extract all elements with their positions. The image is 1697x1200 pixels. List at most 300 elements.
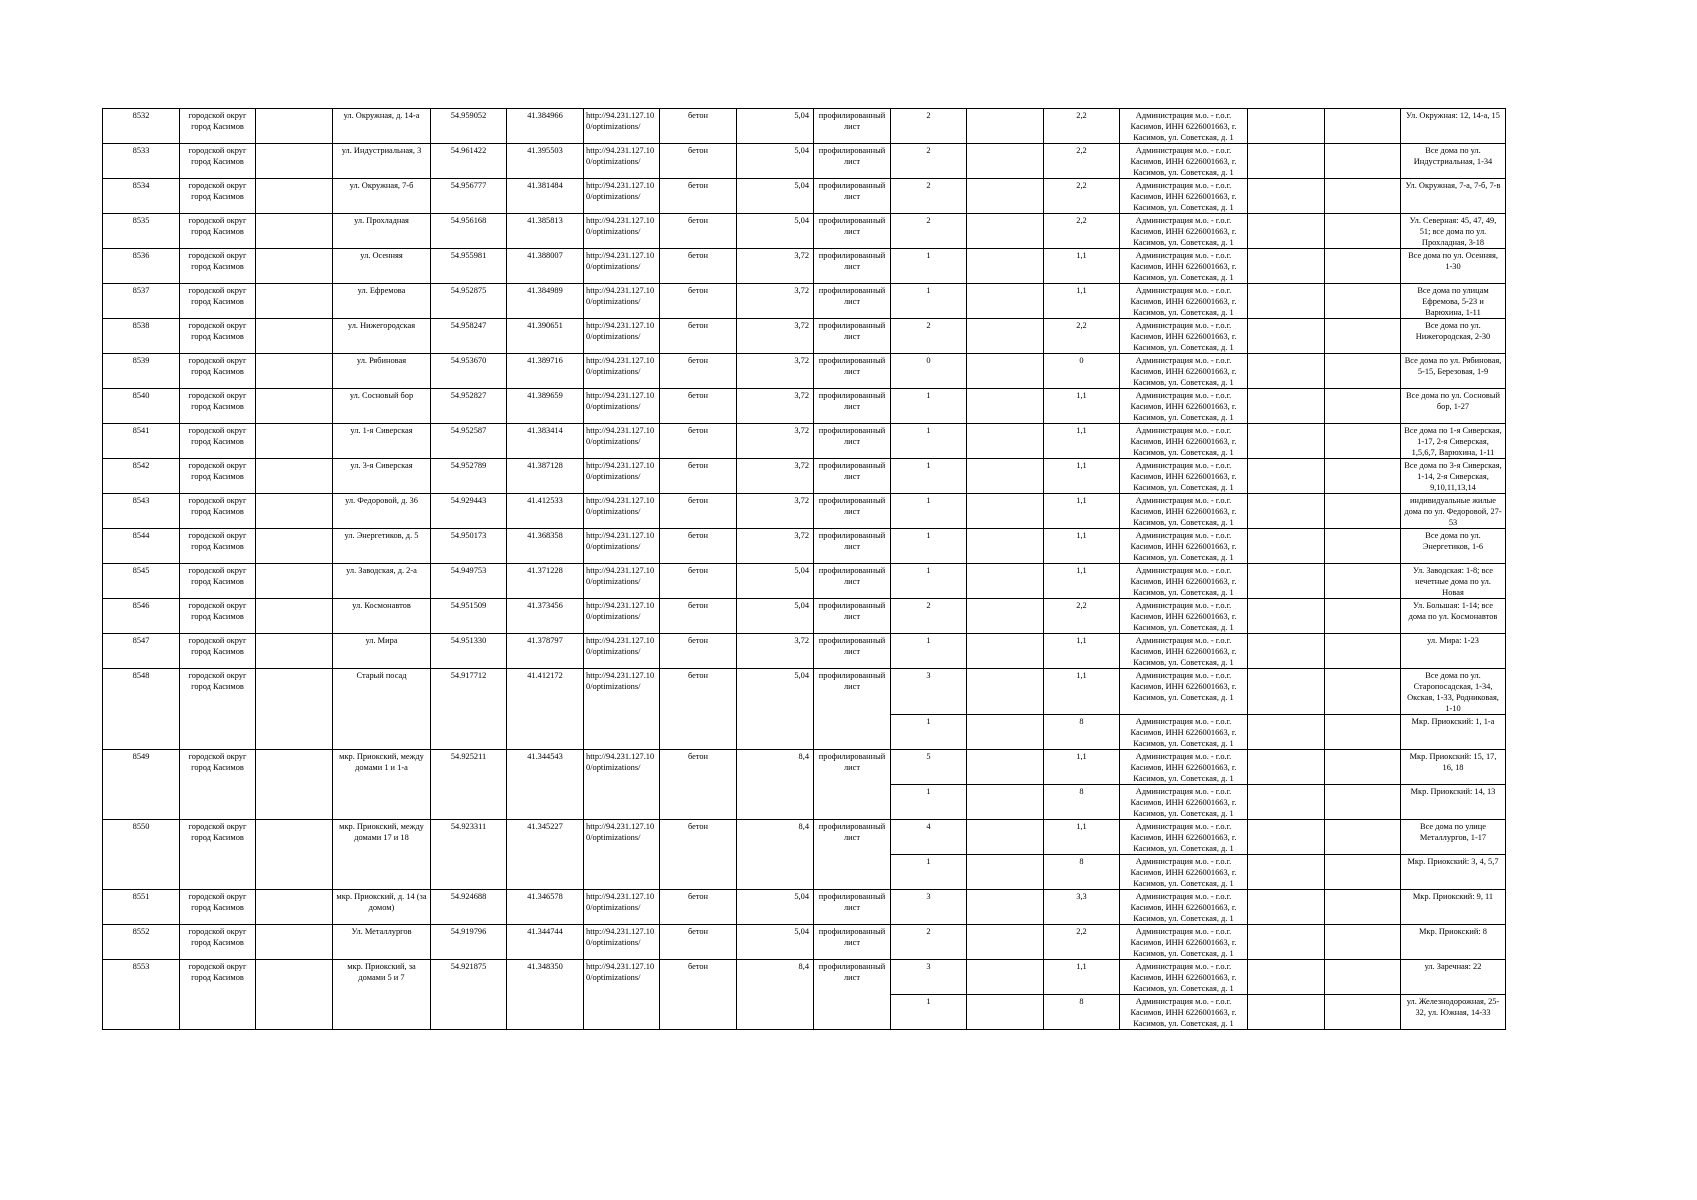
cell-blank — [256, 564, 333, 599]
cell-owner: Администрация м.о. - г.о.г. Касимов, ИНН 6226001663, г. Касимов, ул. Советская, д. 1 — [1120, 354, 1248, 389]
cell-container-count: 1 — [891, 855, 967, 890]
cell-area: 5,04 — [737, 179, 814, 214]
cell-blank — [1248, 494, 1325, 529]
cell-blank — [1248, 715, 1325, 750]
cell-district: городской округ город Касимов — [180, 890, 256, 925]
cell-blank — [967, 750, 1044, 785]
cell-longitude: 41.389716 — [507, 354, 584, 389]
cell-sources: Все дома по ул. Рябиновая, 5-15, Березовая, 1-9 — [1401, 354, 1506, 389]
cell-blank — [1325, 750, 1401, 785]
cell-container-volume: 1,1 — [1044, 750, 1120, 785]
cell-address: ул. 3-я Сиверская — [333, 459, 431, 494]
cell-blank — [1325, 109, 1401, 144]
cell-blank — [967, 459, 1044, 494]
cell-area: 5,04 — [737, 144, 814, 179]
cell-longitude: 41.388007 — [507, 249, 584, 284]
cell-blank — [967, 319, 1044, 354]
cell-container-volume: 1,1 — [1044, 284, 1120, 319]
cell-blank — [1248, 855, 1325, 890]
cell-longitude: 41.383414 — [507, 424, 584, 459]
table-row — [103, 564, 1506, 599]
cell-url: http://94.231.127.100/optimizations/ — [584, 319, 660, 354]
cell-url: http://94.231.127.100/optimizations/ — [584, 599, 660, 634]
cell-number: 8539 — [103, 354, 180, 389]
cell-blank — [1325, 715, 1401, 750]
cell-latitude: 54.952875 — [431, 284, 507, 319]
cell-blank — [256, 179, 333, 214]
cell-container-count: 2 — [891, 214, 967, 249]
cell-blank — [1248, 995, 1325, 1030]
cell-blank — [1325, 634, 1401, 669]
cell-container-volume: 1,1 — [1044, 820, 1120, 855]
table-row — [103, 389, 1506, 424]
cell-container-count: 1 — [891, 995, 967, 1030]
cell-blank — [967, 389, 1044, 424]
cell-surface: бетон — [660, 890, 737, 925]
cell-container-volume: 2,2 — [1044, 599, 1120, 634]
cell-container-volume: 3,3 — [1044, 890, 1120, 925]
cell-surface: бетон — [660, 144, 737, 179]
cell-blank — [967, 179, 1044, 214]
cell-district: городской округ город Касимов — [180, 424, 256, 459]
cell-address: ул. Энергетиков, д. 5 — [333, 529, 431, 564]
cell-blank — [256, 820, 333, 890]
table-row — [103, 599, 1506, 634]
cell-longitude: 41.385813 — [507, 214, 584, 249]
cell-owner: Администрация м.о. - г.о.г. Касимов, ИНН 6226001663, г. Касимов, ул. Советская, д. 1 — [1120, 494, 1248, 529]
cell-sources: Мкр. Приокский: 3, 4, 5,7 — [1401, 855, 1506, 890]
cell-blank — [256, 599, 333, 634]
cell-number: 8549 — [103, 750, 180, 820]
table-row — [103, 144, 1506, 179]
cell-number: 8533 — [103, 144, 180, 179]
cell-district: городской округ город Касимов — [180, 599, 256, 634]
cell-blank — [1248, 109, 1325, 144]
cell-blank — [256, 144, 333, 179]
cell-latitude: 54.952827 — [431, 389, 507, 424]
cell-longitude: 41.344744 — [507, 925, 584, 960]
cell-container-volume: 1,1 — [1044, 960, 1120, 995]
cell-sources: индивидуальные жилые дома по ул. Федоровой, 27-53 — [1401, 494, 1506, 529]
cell-sources: Ул. Северная: 45, 47, 49, 51; все дома по ул. Прохладная, 3-18 — [1401, 214, 1506, 249]
cell-sources: Ул. Окружная: 12, 14-а, 15 — [1401, 109, 1506, 144]
cell-owner: Администрация м.о. - г.о.г. Касимов, ИНН 6226001663, г. Касимов, ул. Советская, д. 1 — [1120, 820, 1248, 855]
cell-sources: Ул. Заводская: 1-8; все нечетные дома по ул. Новая — [1401, 564, 1506, 599]
cell-address: ул. Ефремова — [333, 284, 431, 319]
cell-container-volume: 2,2 — [1044, 214, 1120, 249]
cell-surface: бетон — [660, 459, 737, 494]
cell-blank — [1325, 669, 1401, 715]
cell-latitude: 54.952789 — [431, 459, 507, 494]
cell-latitude: 54.953670 — [431, 354, 507, 389]
cell-latitude: 54.917712 — [431, 669, 507, 750]
cell-latitude: 54.956777 — [431, 179, 507, 214]
cell-surface: бетон — [660, 564, 737, 599]
cell-container-count: 0 — [891, 354, 967, 389]
cell-blank — [967, 144, 1044, 179]
cell-fence: профилированный лист — [814, 214, 891, 249]
cell-district: городской округ город Касимов — [180, 459, 256, 494]
cell-number: 8544 — [103, 529, 180, 564]
cell-latitude: 54.961422 — [431, 144, 507, 179]
cell-surface: бетон — [660, 529, 737, 564]
table-row — [103, 459, 1506, 494]
cell-fence: профилированный лист — [814, 925, 891, 960]
cell-blank — [967, 494, 1044, 529]
cell-blank — [1248, 249, 1325, 284]
cell-container-volume: 1,1 — [1044, 424, 1120, 459]
cell-longitude: 41.390651 — [507, 319, 584, 354]
cell-owner: Администрация м.о. - г.о.г. Касимов, ИНН 6226001663, г. Касимов, ул. Советская, д. 1 — [1120, 249, 1248, 284]
table-row — [103, 669, 1506, 715]
cell-latitude: 54.921875 — [431, 960, 507, 1030]
cell-fence: профилированный лист — [814, 109, 891, 144]
cell-blank — [1248, 669, 1325, 715]
cell-container-count: 1 — [891, 249, 967, 284]
cell-number: 8552 — [103, 925, 180, 960]
cell-blank — [1325, 529, 1401, 564]
cell-sources: ул. Мира: 1-23 — [1401, 634, 1506, 669]
cell-sources: Ул. Окружная, 7-а, 7-б, 7-в — [1401, 179, 1506, 214]
cell-area: 3,72 — [737, 459, 814, 494]
cell-district: городской округ город Касимов — [180, 249, 256, 284]
cell-address: ул. Прохладная — [333, 214, 431, 249]
cell-address: мкр. Приокский, д. 14 (за домом) — [333, 890, 431, 925]
cell-longitude: 41.346578 — [507, 890, 584, 925]
cell-container-count: 1 — [891, 459, 967, 494]
cell-container-volume: 2,2 — [1044, 179, 1120, 214]
cell-blank — [256, 960, 333, 1030]
cell-blank — [1325, 179, 1401, 214]
cell-blank — [256, 389, 333, 424]
cell-blank — [256, 284, 333, 319]
cell-blank — [256, 669, 333, 750]
cell-blank — [967, 599, 1044, 634]
cell-url: http://94.231.127.100/optimizations/ — [584, 529, 660, 564]
cell-surface: бетон — [660, 284, 737, 319]
table-row — [103, 634, 1506, 669]
cell-blank — [256, 424, 333, 459]
cell-container-volume: 8 — [1044, 855, 1120, 890]
cell-blank — [1325, 354, 1401, 389]
cell-owner: Администрация м.о. - г.о.г. Касимов, ИНН 6226001663, г. Касимов, ул. Советская, д. 1 — [1120, 389, 1248, 424]
cell-blank — [256, 459, 333, 494]
cell-blank — [967, 109, 1044, 144]
cell-owner: Администрация м.о. - г.о.г. Касимов, ИНН 6226001663, г. Касимов, ул. Советская, д. 1 — [1120, 529, 1248, 564]
cell-url: http://94.231.127.100/optimizations/ — [584, 960, 660, 1030]
cell-longitude: 41.395503 — [507, 144, 584, 179]
cell-district: городской округ город Касимов — [180, 179, 256, 214]
cell-owner: Администрация м.о. - г.о.г. Касимов, ИНН 6226001663, г. Касимов, ул. Советская, д. 1 — [1120, 890, 1248, 925]
cell-district: городской округ город Касимов — [180, 319, 256, 354]
cell-fence: профилированный лист — [814, 179, 891, 214]
cell-container-volume: 1,1 — [1044, 459, 1120, 494]
cell-fence: профилированный лист — [814, 750, 891, 820]
table-row — [103, 529, 1506, 564]
table-row — [103, 284, 1506, 319]
cell-blank — [967, 715, 1044, 750]
cell-blank — [1325, 564, 1401, 599]
cell-surface: бетон — [660, 424, 737, 459]
cell-blank — [967, 634, 1044, 669]
cell-fence: профилированный лист — [814, 494, 891, 529]
cell-url: http://94.231.127.100/optimizations/ — [584, 634, 660, 669]
cell-blank — [1248, 214, 1325, 249]
cell-latitude: 54.956168 — [431, 214, 507, 249]
cell-district: городской округ город Касимов — [180, 144, 256, 179]
cell-blank — [1248, 424, 1325, 459]
cell-url: http://94.231.127.100/optimizations/ — [584, 424, 660, 459]
cell-blank — [967, 424, 1044, 459]
cell-fence: профилированный лист — [814, 354, 891, 389]
cell-blank — [256, 529, 333, 564]
cell-area: 3,72 — [737, 284, 814, 319]
cell-longitude: 41.345227 — [507, 820, 584, 890]
cell-latitude: 54.955981 — [431, 249, 507, 284]
cell-longitude: 41.348350 — [507, 960, 584, 1030]
cell-district: городской округ город Касимов — [180, 284, 256, 319]
cell-area: 5,04 — [737, 109, 814, 144]
cell-blank — [967, 249, 1044, 284]
cell-area: 3,72 — [737, 354, 814, 389]
cell-latitude: 54.950173 — [431, 529, 507, 564]
cell-number: 8532 — [103, 109, 180, 144]
cell-blank — [1325, 494, 1401, 529]
cell-district: городской округ город Касимов — [180, 214, 256, 249]
cell-district: городской округ город Касимов — [180, 564, 256, 599]
cell-number: 8538 — [103, 319, 180, 354]
cell-container-volume: 2,2 — [1044, 144, 1120, 179]
cell-sources: Все дома по ул. Старопосадская, 1-34, Окская, 1-33, Родниковая, 1-10 — [1401, 669, 1506, 715]
cell-fence: профилированный лист — [814, 249, 891, 284]
cell-blank — [967, 995, 1044, 1030]
cell-blank — [1325, 785, 1401, 820]
cell-address: Старый посад — [333, 669, 431, 750]
cell-surface: бетон — [660, 820, 737, 890]
cell-container-count: 2 — [891, 319, 967, 354]
cell-container-count: 1 — [891, 284, 967, 319]
cell-url: http://94.231.127.100/optimizations/ — [584, 389, 660, 424]
cell-owner: Администрация м.о. - г.о.г. Касимов, ИНН 6226001663, г. Касимов, ул. Советская, д. 1 — [1120, 284, 1248, 319]
cell-sources: Все дома по ул. Осенняя, 1-30 — [1401, 249, 1506, 284]
cell-sources: ул. Заречная: 22 — [1401, 960, 1506, 995]
table-row — [103, 319, 1506, 354]
cell-sources: Мкр. Приокский: 9, 11 — [1401, 890, 1506, 925]
cell-blank — [967, 669, 1044, 715]
cell-container-count: 1 — [891, 389, 967, 424]
cell-fence: профилированный лист — [814, 634, 891, 669]
cell-surface: бетон — [660, 214, 737, 249]
register-table — [102, 108, 1506, 1030]
cell-owner: Администрация м.о. - г.о.г. Касимов, ИНН 6226001663, г. Касимов, ул. Советская, д. 1 — [1120, 564, 1248, 599]
cell-container-volume: 8 — [1044, 785, 1120, 820]
table-row — [103, 960, 1506, 995]
cell-surface: бетон — [660, 494, 737, 529]
cell-surface: бетон — [660, 925, 737, 960]
cell-url: http://94.231.127.100/optimizations/ — [584, 459, 660, 494]
cell-blank — [1248, 564, 1325, 599]
cell-blank — [256, 319, 333, 354]
cell-blank — [967, 855, 1044, 890]
cell-surface: бетон — [660, 634, 737, 669]
cell-longitude: 41.381484 — [507, 179, 584, 214]
cell-number: 8546 — [103, 599, 180, 634]
cell-url: http://94.231.127.100/optimizations/ — [584, 925, 660, 960]
cell-sources: Все дома по ул. Нижегородская, 2-30 — [1401, 319, 1506, 354]
table-row — [103, 750, 1506, 785]
cell-number: 8536 — [103, 249, 180, 284]
cell-fence: профилированный лист — [814, 820, 891, 890]
cell-fence: профилированный лист — [814, 599, 891, 634]
cell-blank — [1248, 354, 1325, 389]
cell-number: 8535 — [103, 214, 180, 249]
cell-area: 3,72 — [737, 249, 814, 284]
cell-sources: ул. Железнодорожная, 25-32, ул. Южная, 14-33 — [1401, 995, 1506, 1030]
cell-latitude: 54.951509 — [431, 599, 507, 634]
cell-latitude: 54.923311 — [431, 820, 507, 890]
cell-container-count: 1 — [891, 529, 967, 564]
cell-blank — [256, 494, 333, 529]
cell-sources: Все дома по 3-я Сиверская, 1-14, 2-я Сиверская, 9,10,11,13,14 — [1401, 459, 1506, 494]
cell-url: http://94.231.127.100/optimizations/ — [584, 144, 660, 179]
cell-sources: Все дома по ул. Индустриальная, 1-34 — [1401, 144, 1506, 179]
cell-blank — [967, 354, 1044, 389]
cell-sources: Мкр. Приокский: 15, 17, 16, 18 — [1401, 750, 1506, 785]
cell-blank — [1248, 284, 1325, 319]
cell-container-count: 3 — [891, 669, 967, 715]
cell-blank — [1325, 249, 1401, 284]
cell-container-volume: 1,1 — [1044, 529, 1120, 564]
cell-area: 5,04 — [737, 925, 814, 960]
cell-district: городской округ город Касимов — [180, 109, 256, 144]
cell-blank — [1248, 820, 1325, 855]
cell-area: 3,72 — [737, 529, 814, 564]
cell-district: городской округ город Касимов — [180, 820, 256, 890]
cell-area: 3,72 — [737, 424, 814, 459]
cell-address: Ул. Металлургов — [333, 925, 431, 960]
cell-longitude: 41.384989 — [507, 284, 584, 319]
cell-url: http://94.231.127.100/optimizations/ — [584, 820, 660, 890]
cell-longitude: 41.387128 — [507, 459, 584, 494]
cell-sources: Все дома по ул. Энергетиков, 1-6 — [1401, 529, 1506, 564]
cell-fence: профилированный лист — [814, 144, 891, 179]
cell-container-volume: 8 — [1044, 715, 1120, 750]
cell-blank — [1248, 960, 1325, 995]
cell-latitude: 54.951330 — [431, 634, 507, 669]
cell-area: 5,04 — [737, 214, 814, 249]
cell-area: 8,4 — [737, 750, 814, 820]
cell-address: ул. Федоровой, д. 36 — [333, 494, 431, 529]
cell-address: мкр. Приокский, за домами 5 и 7 — [333, 960, 431, 1030]
table-row — [103, 424, 1506, 459]
cell-area: 5,04 — [737, 890, 814, 925]
cell-container-volume: 0 — [1044, 354, 1120, 389]
cell-fence: профилированный лист — [814, 960, 891, 1030]
cell-latitude: 54.952587 — [431, 424, 507, 459]
cell-blank — [1248, 529, 1325, 564]
cell-district: городской округ город Касимов — [180, 529, 256, 564]
cell-blank — [967, 890, 1044, 925]
cell-url: http://94.231.127.100/optimizations/ — [584, 494, 660, 529]
cell-area: 5,04 — [737, 564, 814, 599]
cell-address: ул. Нижегородская — [333, 319, 431, 354]
cell-fence: профилированный лист — [814, 319, 891, 354]
cell-blank — [967, 529, 1044, 564]
cell-latitude: 54.925211 — [431, 750, 507, 820]
cell-latitude: 54.949753 — [431, 564, 507, 599]
cell-longitude: 41.344543 — [507, 750, 584, 820]
cell-sources: Все дома по улицам Ефремова, 5-23 и Варюхина, 1-11 — [1401, 284, 1506, 319]
cell-container-count: 1 — [891, 494, 967, 529]
cell-container-count: 1 — [891, 715, 967, 750]
cell-container-count: 1 — [891, 785, 967, 820]
cell-district: городской округ город Касимов — [180, 634, 256, 669]
cell-url: http://94.231.127.100/optimizations/ — [584, 179, 660, 214]
cell-area: 3,72 — [737, 319, 814, 354]
cell-surface: бетон — [660, 319, 737, 354]
cell-address: ул. Мира — [333, 634, 431, 669]
cell-blank — [256, 750, 333, 820]
cell-surface: бетон — [660, 179, 737, 214]
cell-longitude: 41.389659 — [507, 389, 584, 424]
cell-address: мкр. Приокский, между домами 1 и 1-а — [333, 750, 431, 820]
cell-container-volume: 1,1 — [1044, 389, 1120, 424]
cell-area: 5,04 — [737, 669, 814, 750]
cell-url: http://94.231.127.100/optimizations/ — [584, 564, 660, 599]
cell-blank — [1325, 319, 1401, 354]
cell-url: http://94.231.127.100/optimizations/ — [584, 669, 660, 750]
cell-owner: Администрация м.о. - г.о.г. Касимов, ИНН 6226001663, г. Касимов, ул. Советская, д. 1 — [1120, 459, 1248, 494]
cell-number: 8540 — [103, 389, 180, 424]
cell-blank — [1325, 995, 1401, 1030]
cell-container-count: 1 — [891, 424, 967, 459]
cell-latitude: 54.959052 — [431, 109, 507, 144]
cell-url: http://94.231.127.100/optimizations/ — [584, 109, 660, 144]
cell-container-count: 5 — [891, 750, 967, 785]
cell-latitude: 54.958247 — [431, 319, 507, 354]
cell-container-count: 2 — [891, 925, 967, 960]
cell-surface: бетон — [660, 109, 737, 144]
table-row — [103, 214, 1506, 249]
cell-container-count: 3 — [891, 890, 967, 925]
cell-sources: Мкр. Приокский: 8 — [1401, 925, 1506, 960]
cell-blank — [967, 960, 1044, 995]
cell-blank — [1248, 144, 1325, 179]
cell-fence: профилированный лист — [814, 890, 891, 925]
cell-container-count: 2 — [891, 179, 967, 214]
cell-number: 8550 — [103, 820, 180, 890]
cell-surface: бетон — [660, 599, 737, 634]
cell-container-count: 4 — [891, 820, 967, 855]
cell-owner: Администрация м.о. - г.о.г. Касимов, ИНН 6226001663, г. Касимов, ул. Советская, д. 1 — [1120, 925, 1248, 960]
cell-container-volume: 1,1 — [1044, 494, 1120, 529]
table-row — [103, 925, 1506, 960]
cell-owner: Администрация м.о. - г.о.г. Касимов, ИНН 6226001663, г. Касимов, ул. Советская, д. 1 — [1120, 424, 1248, 459]
cell-latitude: 54.919796 — [431, 925, 507, 960]
cell-container-volume: 8 — [1044, 995, 1120, 1030]
cell-blank — [256, 109, 333, 144]
cell-fence: профилированный лист — [814, 284, 891, 319]
cell-blank — [1325, 890, 1401, 925]
cell-address: ул. 1-я Сиверская — [333, 424, 431, 459]
cell-fence: профилированный лист — [814, 424, 891, 459]
cell-blank — [256, 890, 333, 925]
cell-area: 8,4 — [737, 820, 814, 890]
cell-sources: Все дома по улице Металлургов, 1-17 — [1401, 820, 1506, 855]
cell-sources: Все дома по 1-я Сиверская, 1-17, 2-я Сиверская, 1,5,6,7, Варюхина, 1-11 — [1401, 424, 1506, 459]
cell-blank — [1248, 785, 1325, 820]
cell-number: 8537 — [103, 284, 180, 319]
